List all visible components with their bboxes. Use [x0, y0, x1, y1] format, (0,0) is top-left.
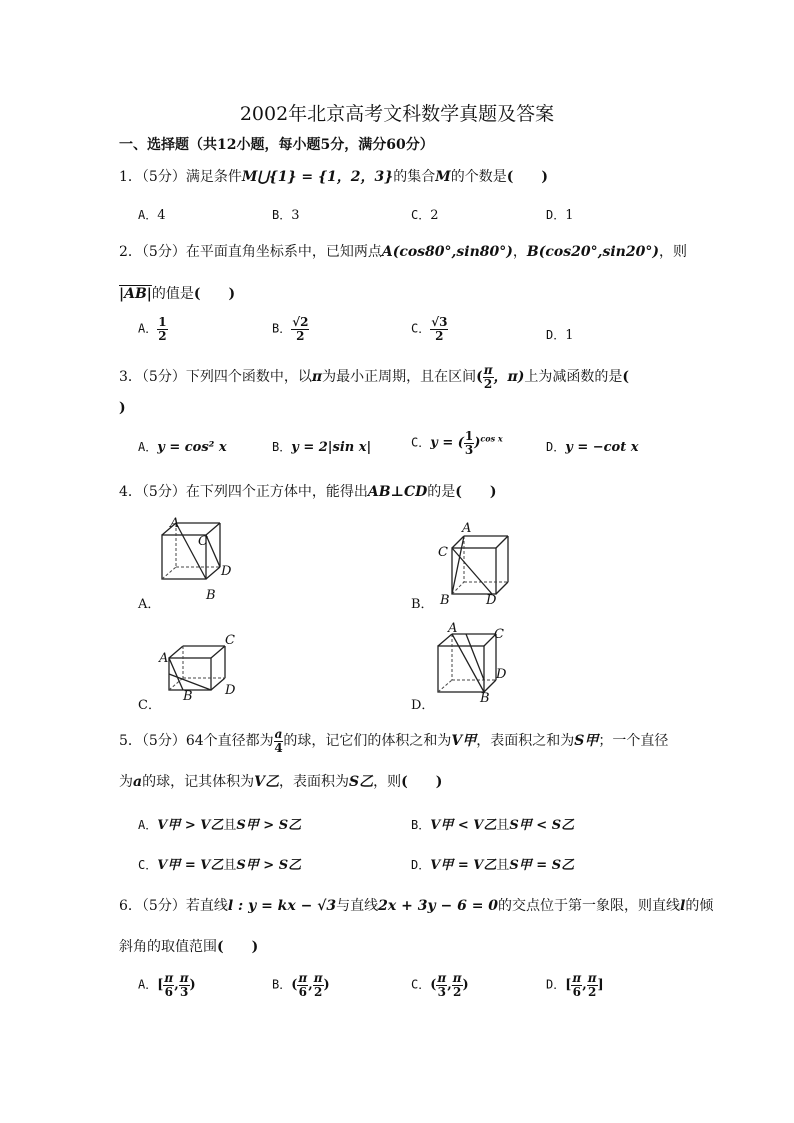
cube-b-vertex-d: D: [486, 593, 497, 608]
q4-option-a-label[interactable]: A．: [138, 597, 161, 612]
question-5-stem: [119, 728, 668, 754]
q4-cube-d-figure: [432, 620, 527, 705]
q3-prefix: 3．（5分）下列四个函数中，以: [119, 369, 312, 386]
q3-interval-num: π: [483, 363, 493, 377]
q5-mid3: ；一个直径: [598, 733, 669, 750]
page-title: 2002年北京高考文科数学真题及答案: [239, 103, 555, 125]
q5-mid1: 的球，记它们的体积之和为: [283, 733, 452, 750]
cube-a-vertex-b: B: [206, 588, 216, 603]
q1-set-m: M: [435, 169, 451, 185]
question-4-stem: [119, 481, 497, 501]
question-5-stem-line2: [119, 771, 442, 791]
q3-option-d[interactable]: D．y = −cot x: [546, 440, 639, 455]
q6-mid: 与直线: [336, 898, 379, 914]
q3-pi: π: [311, 369, 323, 386]
q2-line2-text: 的值是: [151, 286, 194, 302]
q4-prefix: 4．（5分）在下列四个正方体中，能得出: [119, 484, 368, 500]
q5-s-yi: S乙: [348, 774, 374, 790]
q3-interval-den: 2: [483, 376, 493, 391]
cube-b-vertex-a: A: [462, 521, 472, 536]
q5-a: a: [133, 774, 143, 790]
q3-paren-open: (: [622, 369, 629, 386]
q1-option-a[interactable]: A．4: [138, 208, 166, 223]
cube-c-vertex-b: B: [183, 689, 193, 704]
q3-interval-rest: ，π): [493, 369, 525, 386]
q1-option-c[interactable]: C．2: [411, 208, 439, 223]
q6-prefix: 6．（5分）若直线: [119, 898, 228, 914]
q6-option-a[interactable]: A．[ $\frac{\pi}{6}$ , $\frac{\pi}{3}$ ): [138, 971, 196, 999]
q5-line2-d: ，则: [373, 774, 402, 790]
q2-suffix: ，则: [658, 244, 687, 260]
q3-option-b[interactable]: B．y = 2|sin x|: [272, 440, 372, 455]
q2-option-a[interactable]: A． $\frac{1}{2}$: [138, 315, 167, 343]
q1-suffix-b: 的个数是: [450, 169, 507, 185]
q2-prefix: 2．（5分）在平面直角坐标系中，已知两点: [119, 244, 382, 260]
cube-b-vertex-c: C: [438, 545, 448, 560]
cube-a-vertex-c: C: [198, 534, 208, 549]
q3-interval-open: (: [476, 369, 483, 386]
q5-v-jia: V甲: [451, 733, 477, 750]
q5-option-d[interactable]: D．V甲 = V乙且S甲 = S乙: [411, 858, 575, 873]
q6-l: l: [680, 898, 686, 914]
q2-sep: ，: [512, 244, 527, 260]
cube-c-vertex-a: A: [159, 651, 169, 666]
q4-cube-b-figure: [432, 520, 527, 610]
q5-mid2: ，表面积之和为: [476, 733, 575, 750]
q5-line2-c: ，表面积为: [278, 774, 349, 790]
question-2-stem: [119, 241, 687, 261]
q6-answer-paren: ( ): [217, 939, 259, 955]
q3-suffix: 上为减函数的是: [524, 369, 623, 386]
section-heading: 一、选择题（共12小题，每小题5分，满分60分）: [119, 137, 434, 153]
q3-mid: 为最小正周期，且在区间: [322, 369, 477, 386]
q6-suffix: 的交点位于第一象限，则直线: [498, 898, 681, 914]
q5-line2-b: 的球，记其体积为: [142, 774, 255, 790]
q5-option-c[interactable]: C．V甲 = V乙且S甲 > S乙: [138, 858, 302, 873]
cube-d-vertex-b: B: [480, 691, 490, 705]
q1-prefix: 1．（5分）满足条件: [119, 169, 242, 185]
q4-cube-a-figure: [150, 515, 245, 605]
q6-line2-eq: 2x + 3y − 6 = 0: [378, 898, 499, 914]
q5-option-b[interactable]: B．V甲 < V乙且S甲 < S乙: [411, 818, 575, 833]
q5-frac-num: a: [274, 727, 283, 741]
q1-option-d[interactable]: D．1: [546, 208, 574, 223]
q2-option-d[interactable]: D．1: [546, 328, 574, 343]
q2-option-c[interactable]: C． $\frac{√3}{2}$: [411, 315, 448, 343]
q5-option-a[interactable]: A．V甲 > V乙且S甲 > S乙: [138, 818, 302, 833]
q6-line2: 斜角的取值范围: [119, 939, 217, 955]
q4-option-d-label[interactable]: D．: [411, 698, 435, 713]
q4-answer-paren: ( ): [455, 484, 497, 500]
q2-answer-paren: ( ): [193, 286, 236, 302]
q4-option-b-label[interactable]: B．: [411, 597, 434, 612]
cube-d-vertex-d: D: [496, 667, 507, 682]
q2-point-b: B(cos20°,sin20°): [526, 244, 659, 260]
cube-b-vertex-b: B: [440, 593, 450, 608]
q4-suffix: 的是: [427, 484, 456, 500]
question-2-stem-line2: [119, 283, 235, 303]
q5-frac-den: 4: [274, 740, 283, 755]
cube-d-vertex-a: A: [448, 621, 458, 636]
cube-a-vertex-d: D: [221, 564, 232, 579]
q5-s-jia: S甲: [574, 733, 599, 750]
q3-paren-close: ): [119, 400, 126, 416]
q6-suffix2: 的倾: [685, 898, 714, 914]
q5-answer-paren: ( ): [401, 774, 443, 790]
q5-line2-a: 为: [119, 774, 133, 790]
q6-option-d[interactable]: D．[ $\frac{\pi}{6}$ , $\frac{\pi}{2}$ ]: [546, 971, 604, 999]
cube-c-vertex-d: D: [225, 683, 236, 698]
q1-math: M⋃{1} = {1，2，3}: [241, 169, 394, 185]
q4-cube-c-figure: [155, 630, 250, 705]
q2-vector-ab: |AB|: [119, 286, 152, 302]
q4-option-c-label[interactable]: C．: [138, 698, 161, 713]
question-6-stem-line2: [119, 936, 258, 956]
q1-suffix-a: 的集合: [393, 169, 436, 185]
question-6-stem: [119, 895, 713, 915]
q3-option-c[interactable]: C．y = ( $\frac{1}{3}$ )$^{cos x}$: [411, 429, 503, 457]
q5-v-yi: V乙: [254, 774, 279, 790]
q3-option-a[interactable]: A．y = cos² x: [138, 440, 227, 455]
q2-option-b[interactable]: B． $\frac{√2}{2}$: [272, 315, 309, 343]
cube-a-vertex-a: A: [170, 516, 180, 531]
cube-c-vertex-c: C: [225, 633, 235, 648]
q5-prefix: 5．（5分）64个直径都为: [119, 733, 274, 750]
question-1-stem: [119, 166, 548, 186]
q6-line-eq: l : y = kx − √3: [227, 898, 337, 914]
q4-math: AB⊥CD: [367, 484, 428, 500]
cube-d-vertex-c: C: [494, 627, 504, 642]
q6-option-c[interactable]: C．( $\frac{\pi}{3}$ , $\frac{\pi}{2}$ ): [411, 971, 469, 999]
q1-answer-paren: ( ): [506, 169, 549, 185]
q1-option-b[interactable]: B．3: [272, 208, 300, 223]
q2-point-a: A(cos80°,sin80°): [381, 244, 513, 260]
question-3-stem: [119, 364, 629, 390]
q6-option-b[interactable]: B．( $\frac{\pi}{6}$ , $\frac{\pi}{2}$ ): [272, 971, 330, 999]
